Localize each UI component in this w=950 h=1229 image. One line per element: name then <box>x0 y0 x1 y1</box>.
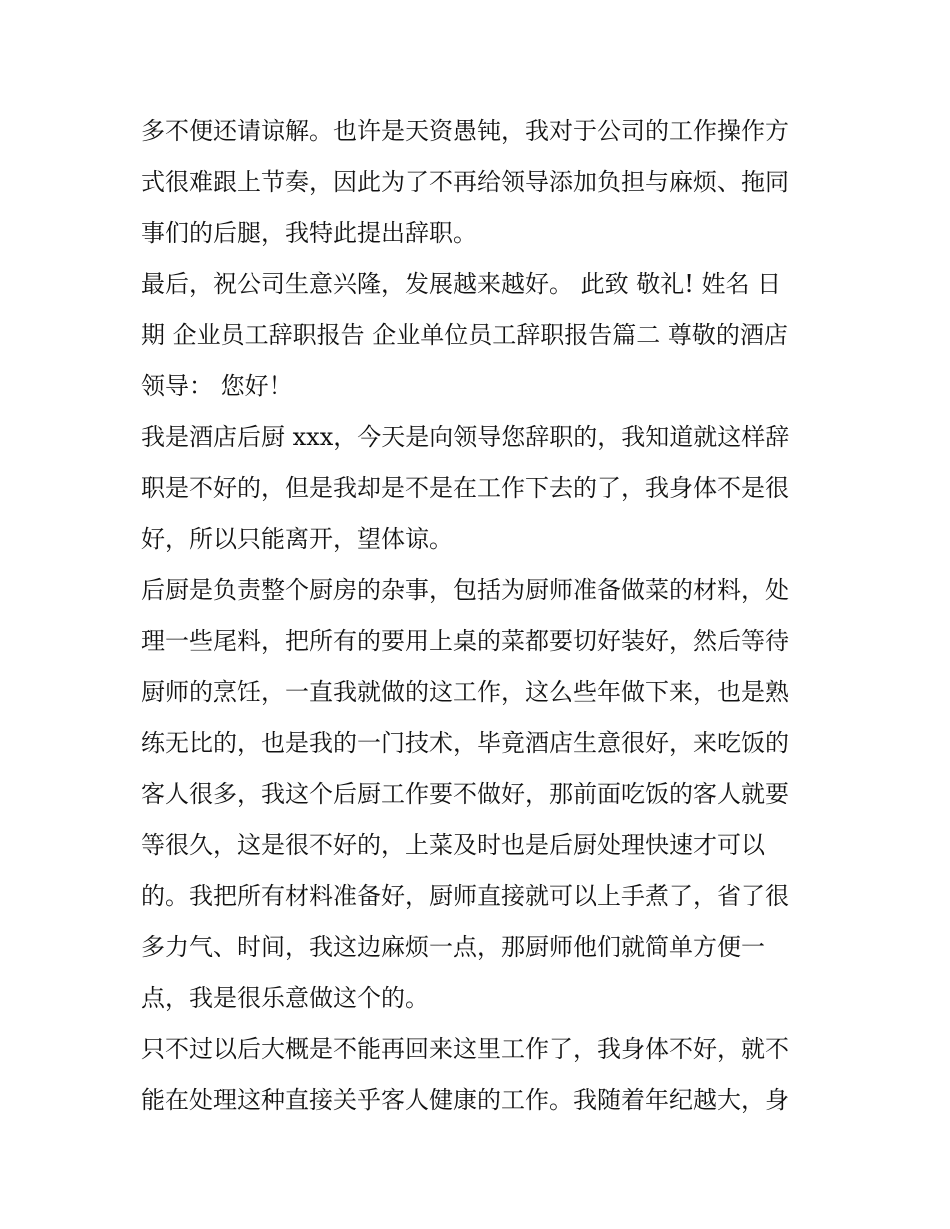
text-line: 我是酒店后厨 xxx，今天是向领导您辞职的，我知道就这样辞 <box>141 423 790 451</box>
text-line: 点，我是很乐意做这个的。 <box>141 984 429 1012</box>
text-line: 客人很多，我这个后厨工作要不做好，那前面吃饭的客人就要 <box>141 780 789 808</box>
text-line: 后厨是负责整个厨房的杂事，包括为厨师准备做菜的材料，处 <box>141 576 789 604</box>
text-line: 最后，祝公司生意兴隆，发展越来越好。 此致 敬礼! 姓名 日 <box>141 270 782 298</box>
text-line: 练无比的，也是我的一门技术，毕竟酒店生意很好，来吃饭的 <box>141 729 789 757</box>
text-line: 多不便还请谅解。也许是天资愚钝，我对于公司的工作操作方 <box>141 117 789 145</box>
text-line: 好，所以只能离开，望体谅。 <box>141 525 453 553</box>
text-line: 期 企业员工辞职报告 企业单位员工辞职报告篇二 尊敬的酒店 <box>141 321 788 349</box>
text-line: 等很久，这是很不好的，上菜及时也是后厨处理快速才可以 <box>141 831 765 859</box>
text-line: 理一些尾料，把所有的要用上桌的菜都要切好装好，然后等待 <box>141 627 789 655</box>
text-line: 职是不好的，但是我却是不是在工作下去的了，我身体不是很 <box>141 474 789 502</box>
document-body <box>141 106 813 1126</box>
text-line: 的。我把所有材料准备好，厨师直接就可以上手煮了，省了很 <box>141 882 789 910</box>
text-line: 只不过以后大概是不能再回来这里工作了，我身体不好，就不 <box>141 1035 789 1063</box>
text-line: 多力气、时间，我这边麻烦一点，那厨师他们就简单方便一 <box>141 933 765 961</box>
text-line: 式很难跟上节奏，因此为了不再给领导添加负担与麻烦、拖同 <box>141 168 789 196</box>
text-line: 领导： 您好！ <box>141 372 293 400</box>
text-line: 厨师的烹饪，一直我就做的这工作，这么些年做下来，也是熟 <box>141 678 789 706</box>
text-line: 事们的后腿，我特此提出辞职。 <box>141 219 477 247</box>
text-line: 能在处理这种直接关乎客人健康的工作。我随着年纪越大，身 <box>141 1086 789 1114</box>
